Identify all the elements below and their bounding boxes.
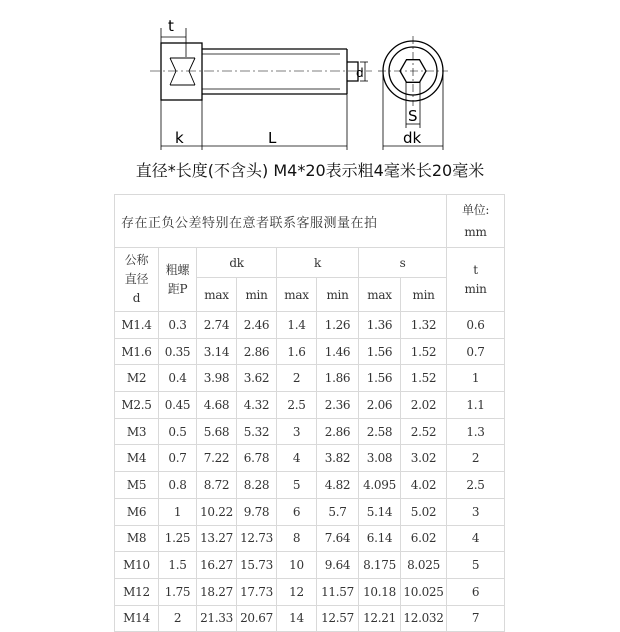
- cell-s-min: 1.52: [401, 338, 447, 365]
- cell-t-min: 0.7: [447, 338, 505, 365]
- table-row: [115, 472, 505, 499]
- label-t: t: [168, 17, 174, 35]
- cell-t-min: 2: [447, 445, 505, 472]
- cell-dk-max: 8.72: [197, 472, 237, 499]
- cell-dk-max: 16.27: [197, 552, 237, 579]
- header-s-max: max: [359, 278, 401, 312]
- cell-k-max: 6: [277, 498, 317, 525]
- cell-pitch: 0.7: [159, 445, 197, 472]
- cell-dk-max: 21.33: [197, 605, 237, 632]
- table-row: [115, 578, 505, 605]
- table-row: [115, 525, 505, 552]
- cell-t-min: 2.5: [447, 472, 505, 499]
- unit-value: mm: [464, 225, 487, 239]
- cell-k-min: 1.26: [317, 312, 359, 339]
- header-pitch: 粗螺 距P: [159, 248, 197, 312]
- cell-pitch: 1.75: [159, 578, 197, 605]
- label-k: k: [175, 129, 184, 147]
- header-k-max: max: [277, 278, 317, 312]
- header-k: k: [277, 248, 359, 278]
- cell-s-min: 10.025: [401, 578, 447, 605]
- table-row: [115, 445, 505, 472]
- cell-t-min: 5: [447, 552, 505, 579]
- cell-s-min: 6.02: [401, 525, 447, 552]
- cell-t-min: 6: [447, 578, 505, 605]
- cell-dk-max: 4.68: [197, 392, 237, 419]
- table-row: [115, 312, 505, 339]
- cell-pitch: 2: [159, 605, 197, 632]
- cell-k-max: 10: [277, 552, 317, 579]
- cell-nominal: M2: [115, 365, 159, 392]
- cell-s-min: 3.02: [401, 445, 447, 472]
- cell-k-min: 7.64: [317, 525, 359, 552]
- cell-s-max: 1.56: [359, 365, 401, 392]
- label-dk: dk: [403, 129, 422, 147]
- cell-k-min: 3.82: [317, 445, 359, 472]
- cell-dk-max: 5.68: [197, 418, 237, 445]
- cell-dk-min: 12.73: [237, 525, 277, 552]
- cell-nominal: M14: [115, 605, 159, 632]
- cell-nominal: M4: [115, 445, 159, 472]
- cell-s-max: 10.18: [359, 578, 401, 605]
- cell-k-min: 1.46: [317, 338, 359, 365]
- cell-nominal: M10: [115, 552, 159, 579]
- cell-dk-max: 18.27: [197, 578, 237, 605]
- table-row: [115, 338, 505, 365]
- cell-nominal: M5: [115, 472, 159, 499]
- cell-dk-min: 17.73: [237, 578, 277, 605]
- cell-t-min: 1: [447, 365, 505, 392]
- label-d: d: [356, 66, 364, 80]
- cell-k-min: 2.86: [317, 418, 359, 445]
- cell-dk-min: 6.78: [237, 445, 277, 472]
- unit-label: 单位:: [461, 203, 490, 217]
- cell-dk-max: 3.98: [197, 365, 237, 392]
- cell-t-min: 0.6: [447, 312, 505, 339]
- screw-drawing: [0, 0, 620, 156]
- cell-nominal: M1.4: [115, 312, 159, 339]
- cell-s-max: 12.21: [359, 605, 401, 632]
- cell-s-min: 1.32: [401, 312, 447, 339]
- cell-dk-min: 4.32: [237, 392, 277, 419]
- cell-nominal: M8: [115, 525, 159, 552]
- table-row: [115, 392, 505, 419]
- screw-head-outline: [161, 43, 202, 100]
- cell-pitch: 0.45: [159, 392, 197, 419]
- cell-s-max: 1.36: [359, 312, 401, 339]
- cell-dk-max: 7.22: [197, 445, 237, 472]
- cell-k-max: 2.5: [277, 392, 317, 419]
- cell-k-min: 12.57: [317, 605, 359, 632]
- table-row: [115, 498, 505, 525]
- label-S: S: [408, 107, 418, 125]
- cell-k-max: 3: [277, 418, 317, 445]
- cell-k-max: 12: [277, 578, 317, 605]
- cell-s-max: 2.06: [359, 392, 401, 419]
- spec-table-body: [115, 312, 505, 632]
- cell-s-max: 4.095: [359, 472, 401, 499]
- cell-dk-max: 3.14: [197, 338, 237, 365]
- cell-nominal: M3: [115, 418, 159, 445]
- cell-pitch: 1.25: [159, 525, 197, 552]
- cell-k-min: 4.82: [317, 472, 359, 499]
- cell-dk-max: 10.22: [197, 498, 237, 525]
- cell-pitch: 0.35: [159, 338, 197, 365]
- cell-dk-min: 3.62: [237, 365, 277, 392]
- header-dk-min: min: [237, 278, 277, 312]
- cell-k-min: 9.64: [317, 552, 359, 579]
- cell-dk-max: 2.74: [197, 312, 237, 339]
- header-k-min: min: [317, 278, 359, 312]
- cell-t-min: 1.3: [447, 418, 505, 445]
- cell-k-max: 2: [277, 365, 317, 392]
- cell-k-max: 1.6: [277, 338, 317, 365]
- table-row: [115, 418, 505, 445]
- cell-k-min: 11.57: [317, 578, 359, 605]
- cell-s-max: 2.58: [359, 418, 401, 445]
- cell-k-max: 1.4: [277, 312, 317, 339]
- cell-dk-min: 20.67: [237, 605, 277, 632]
- cell-s-max: 5.14: [359, 498, 401, 525]
- cell-nominal: M2.5: [115, 392, 159, 419]
- cell-t-min: 3: [447, 498, 505, 525]
- cell-dk-min: 15.73: [237, 552, 277, 579]
- cell-t-min: 4: [447, 525, 505, 552]
- cell-s-max: 6.14: [359, 525, 401, 552]
- cell-pitch: 0.8: [159, 472, 197, 499]
- cell-s-max: 3.08: [359, 445, 401, 472]
- size-caption: 直径*长度(不含头) M4*20表示粗4毫米长20毫米: [135, 161, 485, 180]
- cell-pitch: 1.5: [159, 552, 197, 579]
- header-dk: dk: [197, 248, 277, 278]
- notice-text: 存在正负公差特别在意者联系客服测量在拍: [115, 195, 447, 248]
- cell-pitch: 0.3: [159, 312, 197, 339]
- cell-dk-min: 9.78: [237, 498, 277, 525]
- cell-k-max: 8: [277, 525, 317, 552]
- cell-dk-min: 2.86: [237, 338, 277, 365]
- cell-nominal: M12: [115, 578, 159, 605]
- cell-nominal: M1.6: [115, 338, 159, 365]
- header-s-min: min: [401, 278, 447, 312]
- cell-s-min: 5.02: [401, 498, 447, 525]
- header-dk-max: max: [197, 278, 237, 312]
- header-t-min: t min: [447, 248, 505, 312]
- cell-s-min: 4.02: [401, 472, 447, 499]
- cell-dk-min: 8.28: [237, 472, 277, 499]
- table-row: [115, 552, 505, 579]
- cell-t-min: 1.1: [447, 392, 505, 419]
- cell-s-max: 8.175: [359, 552, 401, 579]
- cell-dk-max: 13.27: [197, 525, 237, 552]
- cell-dk-min: 2.46: [237, 312, 277, 339]
- header-nominal-diameter: 公称 直径 d: [115, 248, 159, 312]
- cell-k-max: 4: [277, 445, 317, 472]
- cell-k-min: 1.86: [317, 365, 359, 392]
- cell-s-max: 1.56: [359, 338, 401, 365]
- cell-s-min: 2.52: [401, 418, 447, 445]
- header-s: s: [359, 248, 447, 278]
- cell-k-min: 5.7: [317, 498, 359, 525]
- cell-k-max: 5: [277, 472, 317, 499]
- spec-table: [114, 194, 505, 632]
- unit-cell: [447, 195, 505, 248]
- table-row: [115, 365, 505, 392]
- cell-pitch: 1: [159, 498, 197, 525]
- cell-s-min: 2.02: [401, 392, 447, 419]
- cell-k-max: 14: [277, 605, 317, 632]
- cell-pitch: 0.4: [159, 365, 197, 392]
- cell-s-min: 1.52: [401, 365, 447, 392]
- cell-s-min: 8.025: [401, 552, 447, 579]
- label-L: L: [268, 129, 277, 147]
- cell-t-min: 7: [447, 605, 505, 632]
- cell-dk-min: 5.32: [237, 418, 277, 445]
- cell-k-min: 2.36: [317, 392, 359, 419]
- cell-nominal: M6: [115, 498, 159, 525]
- cell-pitch: 0.5: [159, 418, 197, 445]
- cell-s-min: 12.032: [401, 605, 447, 632]
- table-row: [115, 605, 505, 632]
